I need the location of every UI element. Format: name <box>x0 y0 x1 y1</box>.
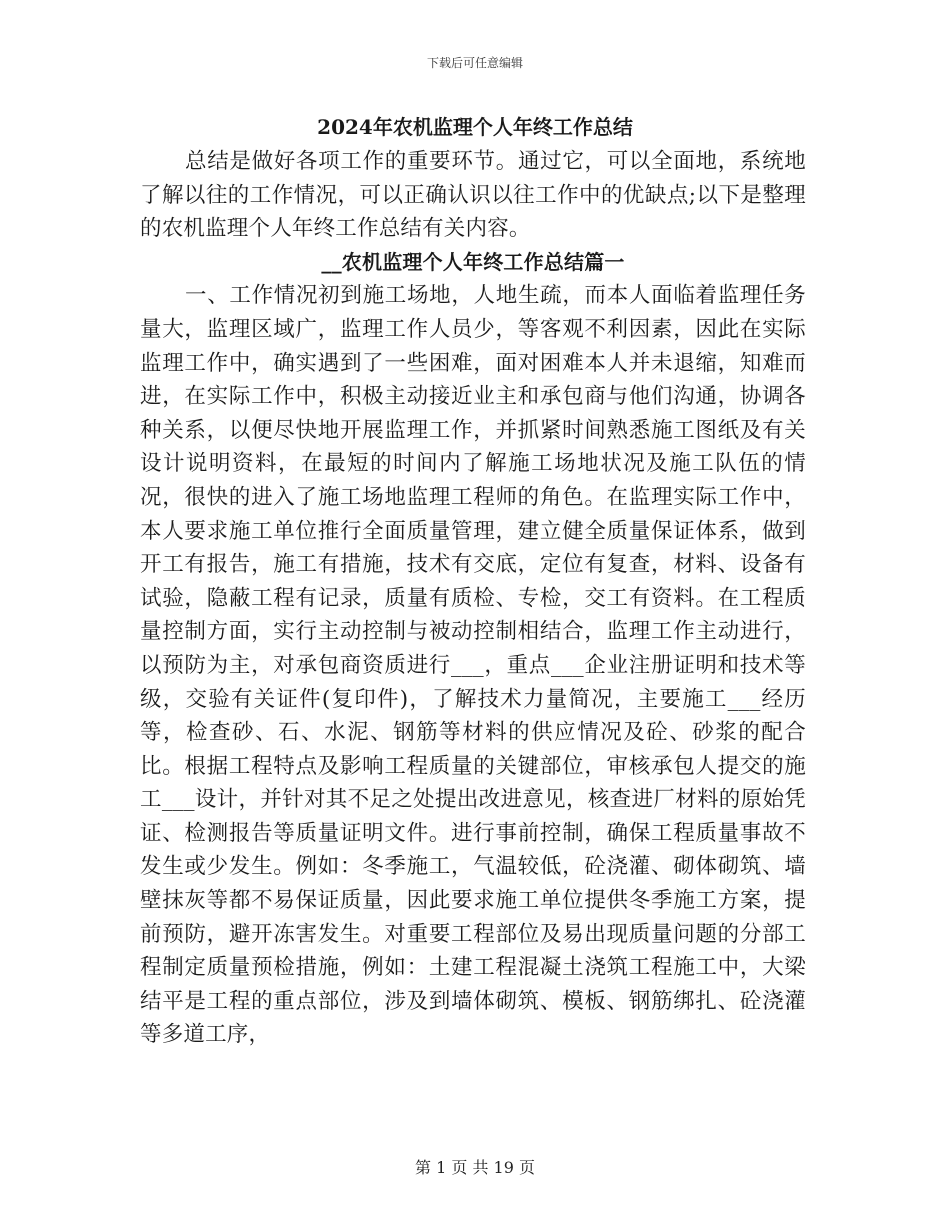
intro-paragraph: 总结是做好各项工作的重要环节。通过它，可以全面地，系统地了解以往的工作情况，可以正确认识以往工作中的优缺点;以下是整理的农机监理个人年终工作总结有关内容。 <box>140 149 806 242</box>
section-heading: __农机监理个人年终工作总结篇一 <box>321 249 625 274</box>
document-body <box>140 145 806 1052</box>
page-footer: 第 1 页 共 19 页 <box>415 1158 535 1177</box>
header-note: 下载后可任意编辑 <box>426 56 523 70</box>
section-paragraph: 一、工作情况初到施工场地，人地生疏，而本人面临着监理任务量大，监理区域广，监理工作人员少，等客观不利因素，因此在实际监理工作中，确实遇到了一些困难，面对困难本人并未退缩，知难而进，在实际工作中，积极主动接近业主和承包商与他们沟通，协调各种关系，以便尽快地开展监理工作，并抓紧时间熟悉施工图纸及有关设计说明资料，在最短的时间内了解施工场地状况及施工队伍的情况，很快的进入了施工场地监理工程师的角色。在监理实际工作中，本人要求施工单位推行全面质量管理，建立健全质量保证体系，做到开工有报告，施工有措施，技术有交底，定位有复查，材料、设备有试验，隐蔽工程有记录，质量有质检、专检，交工有资料。在工程质量控制方面，实行主动控制与被动控制相结合，监理工作主动进行，以预防为主，对承包商资质进行___，重点___企业注册证明和技术等级，交验有关证件(复印件)，了解技术力量简况，主要施工___经历等，检查砂、石、水泥、钢筋等材料的供应情况及砼、砂浆的配合比。根据工程特点及影响工程质量的关键部位，审核承包人提交的施工___设计，并针对其不足之处提出改进意见，核查进厂材料的原始凭证、检测报告等质量证明文件。进行事前控制，确保工程质量事故不发生或少发生。例如：冬季施工，气温较低，砼浇灌、砌体砌筑、墙壁抹灰等都不易保证质量，因此要求施工单位提供冬季施工方案，提前预防，避开冻害发生。对重要工程部位及易出现质量问题的分部工程制定质量预检措施，例如：土建工程混凝土浇筑工程施工中，大梁结平是工程的重点部位，涉及到墙体砌筑、模板、钢筋绑扎、砼浇灌等多道工序， <box>140 283 806 1048</box>
document-title: 2024年农机监理个人年终工作总结 <box>317 115 633 139</box>
